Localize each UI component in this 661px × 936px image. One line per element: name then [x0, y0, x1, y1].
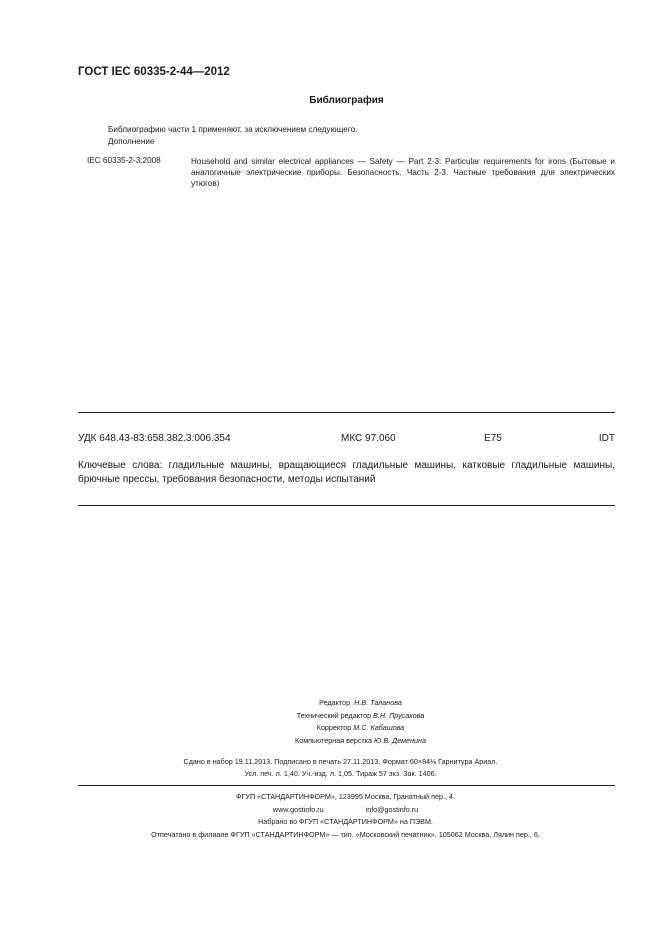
bibliography-intro: [108, 124, 358, 148]
credit-corrector: Корректор М.С. Кабашова: [316, 723, 405, 732]
bibliography-title: Библиография: [309, 95, 384, 106]
mks-code: МКС 97.060: [341, 433, 396, 444]
credit-tech-editor: Технический редактор В.Н. Прусакова: [296, 710, 425, 720]
print-info-line1: Сдано в набор 19.11.2013. Подписано в печать 27.11.2013. Формат 60×84⅛ Гарнитура Ариал.: [183, 757, 498, 766]
credits-block: [0, 697, 661, 747]
print-info: [0, 756, 661, 780]
intro-line: Библиографию части 1 применяют, за исключением следующего.: [108, 125, 358, 134]
publisher-contacts: [30, 804, 661, 817]
publisher-email[interactable]: info@gostinfo.ru: [365, 804, 419, 814]
credit-layout: Компьютерная верстка Ю.В. Деменина: [295, 735, 426, 745]
publisher-printed: Отпечатано в филиале ФГУП «СТАНДАРТИНФОРМ» — тип. «Московский печатник», 105062 Москва, Лялин пер., 6.: [151, 829, 540, 839]
standard-designation: ГОСТ IEC 60335-2-44—2012: [78, 66, 230, 78]
keywords: Ключевые слова: гладильные машины, вращающиеся гладильные машины, катковые гладильные машины, брючные прессы, требования безопасности, методы испытаний: [78, 460, 615, 485]
publisher-address: ФГУП «СТАНДАРТИНФОРМ», 123995 Москва, Гранатный пер., 4.: [236, 792, 455, 801]
okp-code: Е75: [484, 433, 502, 444]
idt-label: IDT: [598, 433, 615, 444]
publisher-block: [0, 791, 661, 841]
supplement-label: Дополнение: [108, 137, 155, 146]
print-info-line2: Усл. печ. л. 1,40. Уч.-изд. л. 1,05. Тираж 57 экз. Зак. 1406.: [244, 769, 437, 778]
divider-top: [78, 412, 615, 413]
reference-code: IEC 60335-2-3:2008: [87, 156, 161, 165]
divider-publisher: [78, 785, 615, 786]
publisher-website[interactable]: www.gostinfo.ru: [272, 804, 324, 814]
reference-description: Household and similar electrical appliances — Safety — Part 2-3: Particular requirements for irons (Бытовые и аналогичные электрические приборы. Безопасность. Часть 2-3. Частные требования для электрических утюгов): [191, 157, 615, 188]
credit-editor: Редактор Н.В. Таланова: [319, 698, 402, 707]
publisher-typeset: Набрано во ФГУП «СТАНДАРТИНФОРМ» на ПЭВМ.: [258, 817, 433, 826]
udk-code: УДК 648.43-83:658.382.3:006.354: [78, 433, 231, 444]
divider-bottom: [78, 505, 615, 506]
